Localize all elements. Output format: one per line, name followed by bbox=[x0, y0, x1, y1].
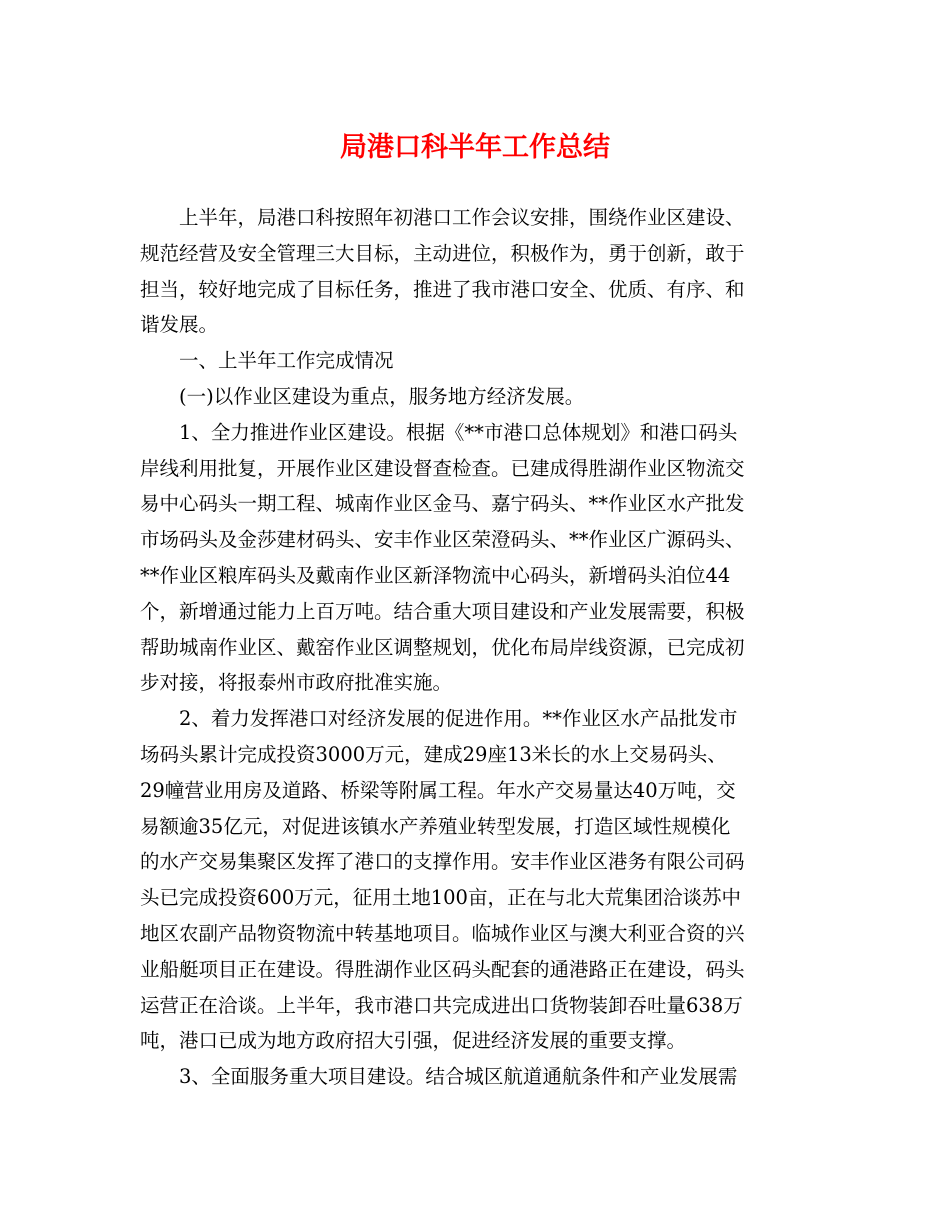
text-line: (一)以作业区建设为重点，服务地方经济发展。 bbox=[179, 384, 585, 408]
text-line: 运营正在洽谈。上半年，我市港口共完成进出口货物装卸吞吐量638万 bbox=[140, 993, 743, 1017]
text-line: 一、上半年工作完成情况 bbox=[179, 349, 394, 373]
paragraph-item-3 bbox=[140, 1059, 820, 1095]
text-line: 易中心码头一期工程、城南作业区金马、嘉宁码头、**作业区水产批发 bbox=[140, 492, 745, 516]
text-line: 地区农副产品物资物流中转基地项目。临城作业区与澳大利亚合资的兴 bbox=[140, 921, 745, 945]
document-body bbox=[140, 200, 820, 1095]
text-line: 个，新增通过能力上百万吨。结合重大项目建设和产业发展需要，积极 bbox=[140, 599, 745, 623]
text-line: 2、着力发挥港口对经济发展的促进作用。**作业区水产品批发市 bbox=[179, 707, 738, 731]
text-line: 易额逾35亿元，对促进该镇水产养殖业转型发展，打造区域性规模化 bbox=[140, 814, 731, 838]
text-line: 头已完成投资600万元，征用土地100亩，正在与北大荒集团洽谈苏中 bbox=[140, 886, 741, 910]
text-line: 3、全面服务重大项目建设。结合城区航道通航条件和产业发展需 bbox=[179, 1065, 738, 1089]
subsection-heading bbox=[140, 379, 820, 415]
text-line: 29幢营业用房及道路、桥梁等附属工程。年水产交易量达40万吨，交 bbox=[140, 778, 736, 802]
text-line: 上半年，局港口科按照年初港口工作会议安排，围绕作业区建设、 bbox=[179, 206, 745, 229]
text-line: 场码头累计完成投资3000万元，建成29座13米长的水上交易码头、 bbox=[140, 742, 727, 766]
paragraph-intro bbox=[140, 200, 820, 343]
text-line: 1、全力推进作业区建设。根据《**市港口总体规划》和港口码头 bbox=[179, 420, 738, 444]
text-line: 担当，较好地完成了目标任务，推进了我市港口安全、优质、有序、和 bbox=[140, 277, 745, 301]
text-line: 岸线利用批复，开展作业区建设督查检查。已建成得胜湖作业区物流交 bbox=[140, 456, 745, 480]
paragraph-item-1 bbox=[140, 415, 820, 701]
document-title: 局港口科半年工作总结 bbox=[340, 132, 610, 163]
section-heading bbox=[140, 343, 820, 379]
text-line: 步对接，将报泰州市政府批准实施。 bbox=[140, 671, 453, 695]
text-line: **作业区粮库码头及戴南作业区新泽物流中心码头，新增码头泊位44 bbox=[140, 563, 731, 587]
text-line: 帮助城南作业区、戴窑作业区调整规划，优化布局岸线资源，已完成初 bbox=[140, 635, 745, 659]
text-line: 规范经营及安全管理三大目标，主动进位，积极作为，勇于创新，敢于 bbox=[140, 241, 745, 265]
text-line: 的水产交易集聚区发挥了港口的支撑作用。安丰作业区港务有限公司码 bbox=[140, 850, 745, 874]
text-line: 业船艇项目正在建设。得胜湖作业区码头配套的通港路正在建设，码头 bbox=[140, 957, 745, 981]
text-line: 吨，港口已成为地方政府招大引强，促进经济发展的重要支撑。 bbox=[140, 1029, 687, 1053]
text-line: 市场码头及金莎建材码头、安丰作业区荣澄码头、**作业区广源码头、 bbox=[140, 528, 745, 552]
text-line: 谐发展。 bbox=[140, 313, 219, 337]
paragraph-item-2 bbox=[140, 701, 820, 1059]
